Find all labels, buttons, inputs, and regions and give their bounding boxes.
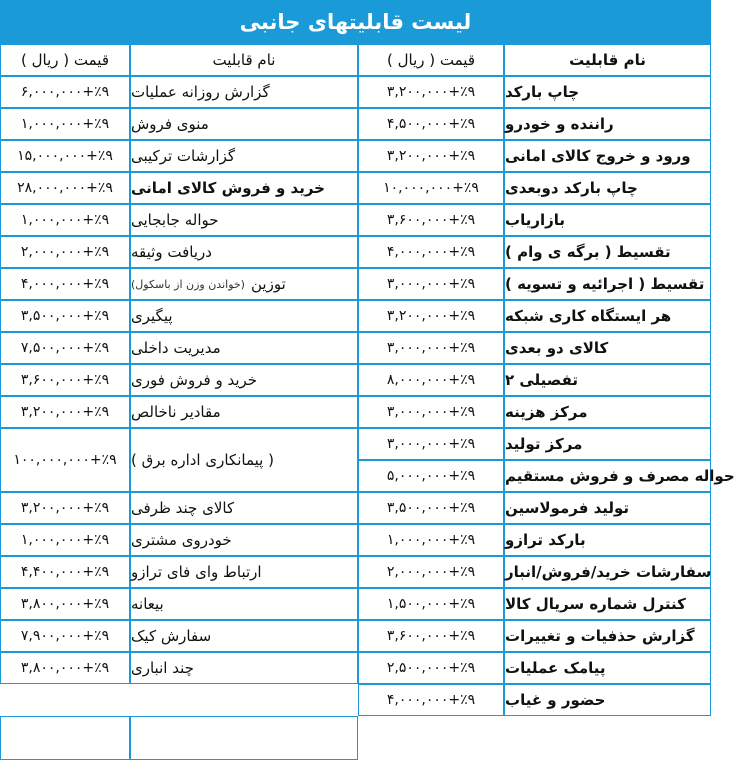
left-item-name: خرید و فروش کالای امانی [130,172,358,204]
left-item-price: ۶,۰۰۰,۰۰۰+٪۹ [0,76,130,108]
left-item-price: ۴,۰۰۰,۰۰۰+٪۹ [0,268,130,300]
left-item-name: حواله جابجایی [130,204,358,236]
left-item-price: ۱۵,۰۰۰,۰۰۰+٪۹ [0,140,130,172]
right-item-name: چاپ بارکد [504,76,711,108]
right-item-price: ۳,۵۰۰,۰۰۰+٪۹ [358,492,504,524]
left-item-price: ۳,۶۰۰,۰۰۰+٪۹ [0,364,130,396]
right-item-price: ۲,۰۰۰,۰۰۰+٪۹ [358,556,504,588]
right-item-price: ۱,۰۰۰,۰۰۰+٪۹ [358,524,504,556]
price-table [0,44,735,760]
left-empty-name [130,716,358,760]
header-price-left: قیمت ( ریال ) [0,44,130,76]
right-item-name: حضور و غیاب [504,684,711,716]
left-item-price: ۱,۰۰۰,۰۰۰+٪۹ [0,204,130,236]
left-item-name: مدیریت داخلی [130,332,358,364]
right-item-price: ۳,۲۰۰,۰۰۰+٪۹ [358,140,504,172]
right-item-name: حواله مصرف و فروش مستقیم [504,460,711,492]
left-item-name: خودروی مشتری [130,524,358,556]
right-item-name: کالای دو بعدی [504,332,711,364]
right-item-name: راننده و خودرو [504,108,711,140]
right-item-price: ۳,۶۰۰,۰۰۰+٪۹ [358,620,504,652]
right-item-price: ۳,۰۰۰,۰۰۰+٪۹ [358,396,504,428]
left-item-name: ارتباط وای فای ترازو [130,556,358,588]
right-item-name: گزارش حذفیات و تغییرات [504,620,711,652]
left-item-price: ۱,۰۰۰,۰۰۰+٪۹ [0,108,130,140]
right-item-price: ۵,۰۰۰,۰۰۰+٪۹ [358,460,504,492]
left-item-note: (خواندن وزن از باسکول) [131,277,245,291]
header-price-right: قیمت ( ریال ) [358,44,504,76]
left-item-name: چند انباری [130,652,358,684]
left-item-price: ۳,۲۰۰,۰۰۰+٪۹ [0,492,130,524]
left-item-label: توزین [250,275,286,293]
left-item-name [130,268,358,300]
right-item-price: ۲,۵۰۰,۰۰۰+٪۹ [358,652,504,684]
left-item-name: سفارش کیک [130,620,358,652]
left-item-price: ۲۸,۰۰۰,۰۰۰+٪۹ [0,172,130,204]
right-item-name: تفصیلی ۲ [504,364,711,396]
left-item-name: منوی فروش [130,108,358,140]
left-item-name: کالای چند ظرفی [130,492,358,524]
right-item-price: ۳,۲۰۰,۰۰۰+٪۹ [358,76,504,108]
right-item-price: ۸,۰۰۰,۰۰۰+٪۹ [358,364,504,396]
right-item-price: ۴,۰۰۰,۰۰۰+٪۹ [358,684,504,716]
right-item-name: بازاریاب [504,204,711,236]
left-item-name: خرید و فروش فوری [130,364,358,396]
right-item-name: مرکز هزینه [504,396,711,428]
right-item-name: پیامک عملیات [504,652,711,684]
right-item-name: تقسیط ( اجرائیه و تسویه ) [504,268,711,300]
left-item-name: گزارش روزانه عملیات [130,76,358,108]
page-title: لیست قابلیتهای جانبی [0,0,711,44]
left-item-price: ۳,۵۰۰,۰۰۰+٪۹ [0,300,130,332]
left-empty-price [0,716,130,760]
left-item-price: ۱,۰۰۰,۰۰۰+٪۹ [0,524,130,556]
left-item-name: دریافت وثیقه [130,236,358,268]
right-item-name: چاپ بارکد دوبعدی [504,172,711,204]
right-item-name: مرکز تولید [504,428,711,460]
right-item-price: ۳,۲۰۰,۰۰۰+٪۹ [358,300,504,332]
right-item-name: سفارشات خرید/فروش/انبار [504,556,711,588]
left-item-price: ۱۰۰,۰۰۰,۰۰۰+٪۹ [0,428,130,492]
left-item-price: ۳,۸۰۰,۰۰۰+٪۹ [0,588,130,620]
header-name-left: نام قابلیت [130,44,358,76]
right-item-name: ورود و خروج کالای امانی [504,140,711,172]
left-item-price: ۲,۰۰۰,۰۰۰+٪۹ [0,236,130,268]
right-item-name: تقسیط ( برگه ی وام ) [504,236,711,268]
right-item-price: ۳,۰۰۰,۰۰۰+٪۹ [358,332,504,364]
right-item-price: ۱,۵۰۰,۰۰۰+٪۹ [358,588,504,620]
left-item-price: ۴,۴۰۰,۰۰۰+٪۹ [0,556,130,588]
right-item-name: کنترل شماره سریال کالا [504,588,711,620]
left-item-name: بیعانه [130,588,358,620]
right-item-name: هر ایستگاه کاری شبکه [504,300,711,332]
right-item-name: تولید فرمولاسین [504,492,711,524]
left-item-name: پیگیری [130,300,358,332]
right-item-price: ۳,۶۰۰,۰۰۰+٪۹ [358,204,504,236]
right-item-price: ۳,۰۰۰,۰۰۰+٪۹ [358,268,504,300]
header-name-right: نام قابلیت [504,44,711,76]
right-item-price: ۳,۰۰۰,۰۰۰+٪۹ [358,428,504,460]
right-item-name: بارکد ترازو [504,524,711,556]
left-item-price: ۳,۸۰۰,۰۰۰+٪۹ [0,652,130,684]
left-item-name: مقادیر ناخالص [130,396,358,428]
left-item-price: ۷,۹۰۰,۰۰۰+٪۹ [0,620,130,652]
right-item-price: ۱۰,۰۰۰,۰۰۰+٪۹ [358,172,504,204]
right-item-price: ۴,۵۰۰,۰۰۰+٪۹ [358,108,504,140]
left-item-name: گزارشات ترکیبی [130,140,358,172]
left-item-name: ( پیمانکاری اداره برق ) [130,428,358,492]
right-item-price: ۴,۰۰۰,۰۰۰+٪۹ [358,236,504,268]
left-item-price: ۷,۵۰۰,۰۰۰+٪۹ [0,332,130,364]
left-item-price: ۳,۲۰۰,۰۰۰+٪۹ [0,396,130,428]
